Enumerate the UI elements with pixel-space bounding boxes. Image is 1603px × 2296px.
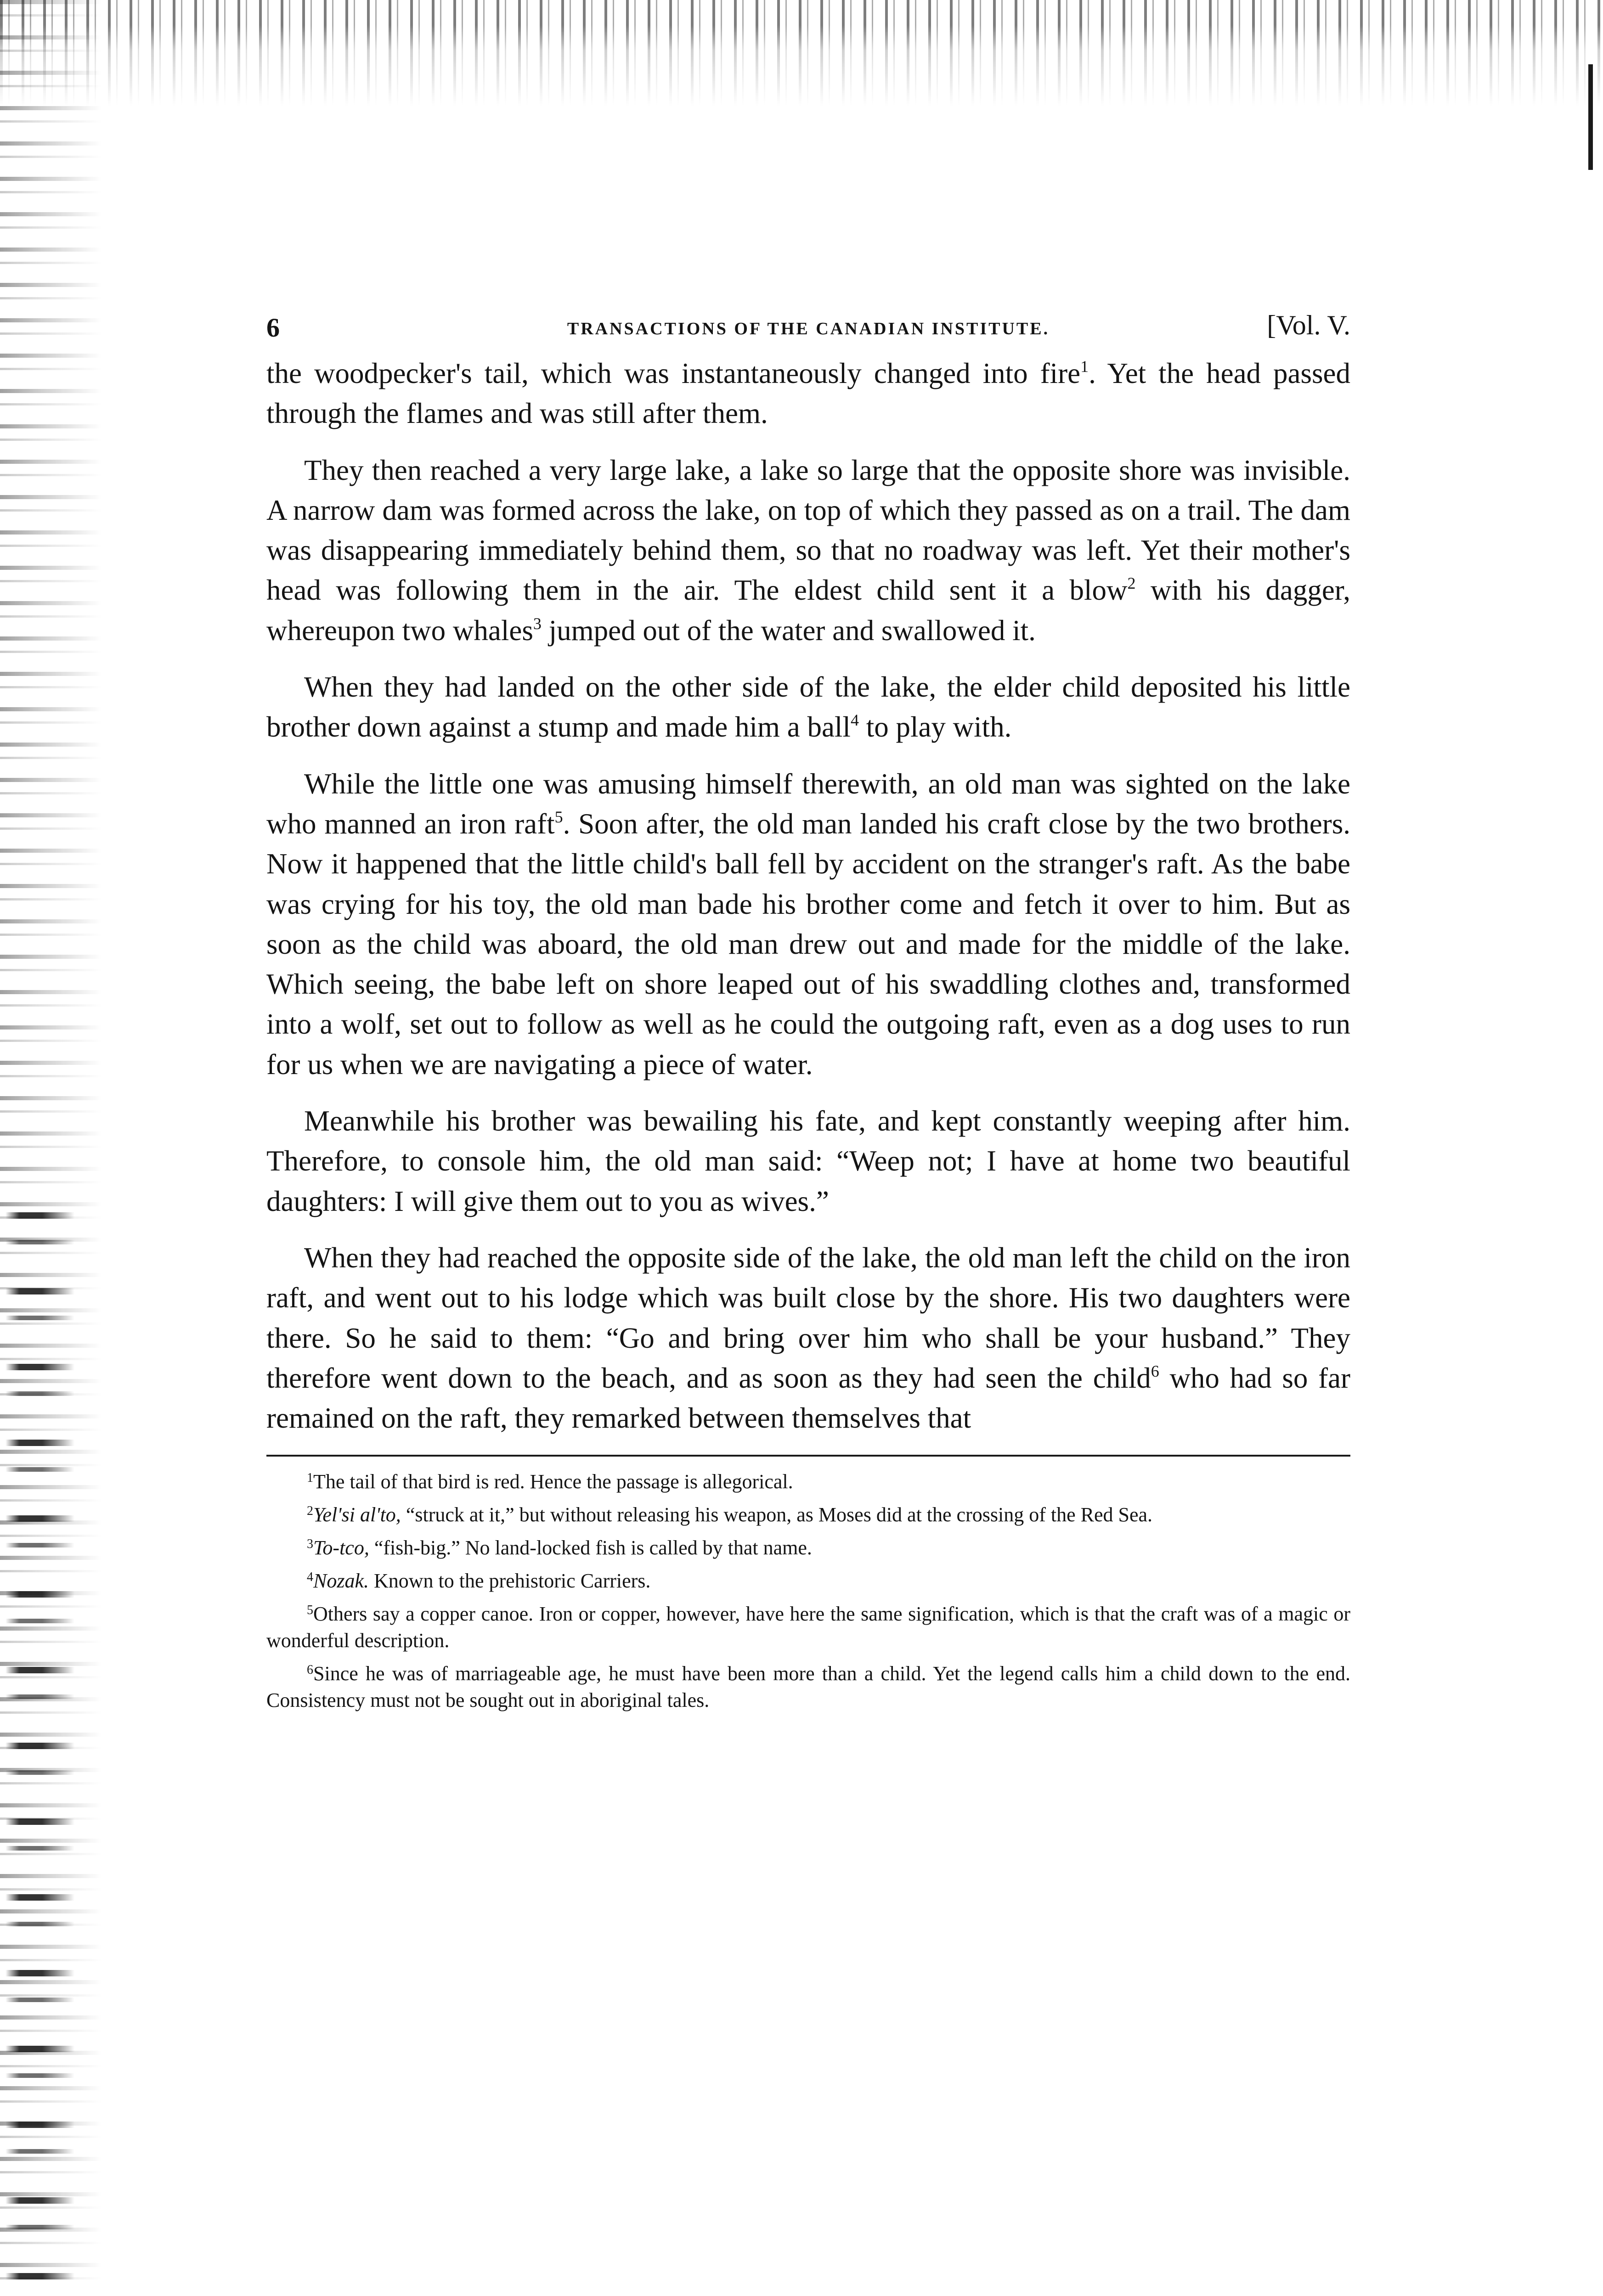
paragraph (266, 1238, 1350, 1438)
footnotes (266, 1469, 1350, 1714)
footnote-number: 2 (307, 1504, 313, 1519)
running-head (266, 303, 1350, 354)
footnote-ref: 1 (1080, 357, 1089, 376)
text-run: . Yet the head passed through the flames and was still after them. (266, 357, 1350, 430)
text-run: They then reached a very large lake, a lake so large that the opposite shore was invisible. A narrow dam was formed across the lake, on top of which they passed as on a trail. The dam was disappearing immediately behind them, so that no roadway was left. Yet their mother's head was following them in the air. The eldest child sent it a blow (266, 454, 1350, 607)
text-run: The tail of that bird is red. Hence the passage is allegorical. (313, 1470, 793, 1493)
text-run: . Soon after, the old man landed his craft close by the two brothers. Now it happened that the little child's ball fell by accident on the stranger's raft. As the babe was crying for his toy, the old man bade his brother come and fetch it over to him. But as soon as the child was aboard, the old man drew out and made for the middle of the lake. Which seeing, the babe left on shore leaped out of his swaddling clothes and, transformed into a wolf, set out to follow as well as he could the outgoing raft, even as a dog uses to run for us when we are navigating a piece of water. (266, 807, 1351, 1080)
paragraph (266, 764, 1350, 1085)
italic-text: To-tco, (313, 1536, 369, 1559)
scan-right-edge (1588, 64, 1593, 170)
footnote-number: 1 (307, 1471, 313, 1486)
footnote-ref: 3 (533, 614, 542, 633)
footnote-ref: 6 (1151, 1362, 1159, 1380)
text-run: When they had landed on the other side of the lake, the elder child deposited his little brother down against a stump and made him a ball (266, 671, 1350, 743)
text-run: When they had reached the opposite side of the lake, the old man left the child on the iron raft, and went out to his lodge which was built close by the shore. His two daughters were there. So he said to them: “Go and bring over him who shall be your husband.” They therefore went down to the beach, and as soon as they had seen the child (266, 1241, 1350, 1394)
journal-title: TRANSACTIONS OF THE CANADIAN INSTITUTE. (567, 319, 1050, 338)
text-run: “struck at it,” but without releasing his weapon, as Moses did at the crossing of the Red Sea. (401, 1503, 1153, 1526)
paragraph (266, 354, 1350, 434)
text-run: While the little one was amusing himself therewith, an old man was sighted on the lake who manned an iron raft (266, 767, 1350, 840)
footnote (266, 1469, 1350, 1495)
volume-label: [Vol. V. (1267, 310, 1350, 340)
footnote-number: 3 (307, 1537, 313, 1552)
footnote (266, 1502, 1350, 1528)
footnote-ref: 2 (1127, 574, 1136, 593)
footnote-number: 4 (307, 1570, 313, 1585)
footnote-number: 5 (307, 1603, 313, 1618)
scan-top-edge (0, 0, 1603, 106)
scan-gutter-marks (6, 1212, 74, 2296)
text-run: “fish-big.” No land-locked fish is called by that name. (369, 1536, 812, 1559)
text-run: who had so far remained on the raft, they remarked between themselves that (266, 1362, 1350, 1435)
footnote-ref: 5 (554, 807, 563, 826)
italic-text: Yel'si al'to, (313, 1503, 401, 1526)
footnote (266, 1535, 1350, 1561)
page-number: 6 (266, 313, 280, 343)
text-run: to play with. (858, 711, 1012, 743)
text-run: Known to the prehistoric Carriers. (369, 1570, 651, 1593)
footnote-rule (266, 1455, 1350, 1457)
body-text (266, 354, 1350, 1438)
text-run: jumped out of the water and swallowed it. (541, 614, 1036, 647)
paragraph (266, 450, 1350, 651)
text-run: Others say a copper canoe. Iron or copper, however, have here the same signification, which is that the craft was of a magic or wonderful description. (266, 1603, 1350, 1652)
paragraph (266, 1101, 1350, 1221)
footnote (266, 1601, 1350, 1654)
paragraph (266, 667, 1350, 748)
book-page (266, 303, 1350, 1720)
footnote-number: 6 (307, 1663, 313, 1677)
text-run: the woodpecker's tail, which was instantaneously changed into fire (266, 357, 1081, 389)
footnote (266, 1660, 1350, 1714)
text-run: with his dagger, whereupon two whales (266, 574, 1350, 647)
footnote (266, 1568, 1350, 1594)
text-run: Since he was of marriageable age, he must have been more than a child. Yet the legend calls him a child down to the end. Consistency must not be sought out in aboriginal tales. (266, 1662, 1350, 1712)
text-run: Meanwhile his brother was bewailing his fate, and kept constantly weeping after him. Therefore, to console him, the old man said: “Weep not; I have at home two beautiful daughters: I will give them out to you as wives.” (266, 1105, 1350, 1217)
footnote-ref: 4 (850, 711, 859, 730)
italic-text: Nozak. (313, 1570, 369, 1593)
